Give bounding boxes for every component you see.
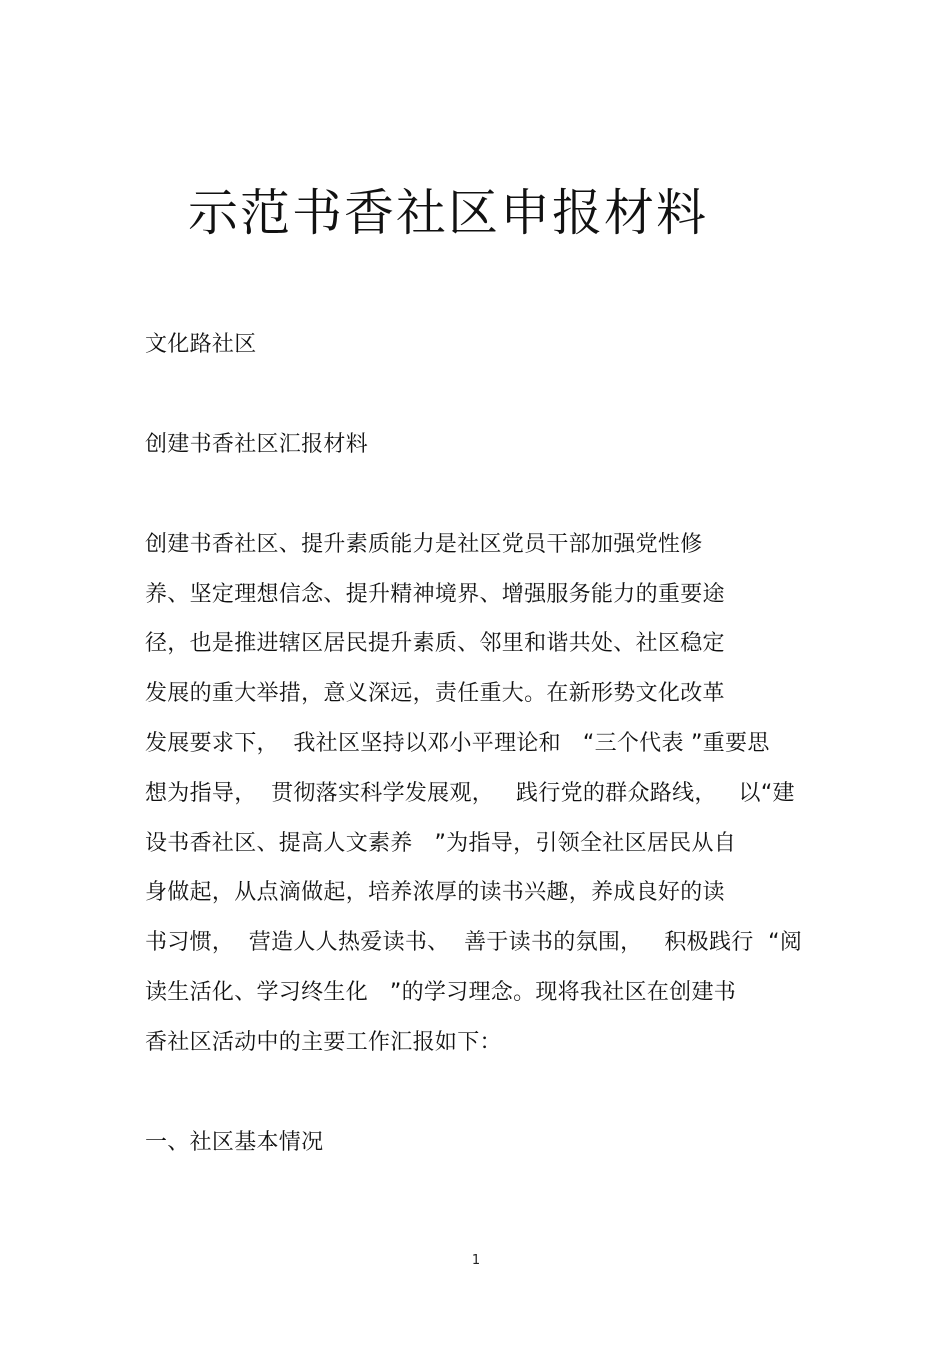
body-line: 发展的重大举措，意义深远，责任重大。在新形势文化改革: [145, 681, 725, 706]
body-line: 养、坚定理想信念、提升精神境界、增强服务能力的重要途: [145, 582, 725, 607]
body-line: 创建书香社区、提升素质能力是社区党员干部加强党性修: [145, 532, 703, 557]
page-number: 1: [471, 1253, 481, 1268]
body-line: 想为指导， 贯彻落实科学发展观， 践行党的群众路线， 以“建: [145, 781, 795, 806]
body-line: 设书香社区、提高人文素养 ”为指导，引领全社区居民从自: [145, 831, 737, 856]
report-title: 创建书香社区汇报材料: [145, 432, 369, 457]
body-line: 发展要求下， 我社区坚持以邓小平理论和 “三个代表 ”重要思: [145, 731, 770, 756]
body-line: 书习惯， 营造人人热爱读书、 善于读书的氛围， 积极践行 “阅: [145, 930, 803, 955]
body-line: 身做起，从点滴做起，培养浓厚的读书兴趣，养成良好的读: [145, 880, 725, 905]
document-title: 示范书香社区申报材料: [188, 184, 708, 242]
body-line: 径，也是推进辖区居民提升素质、邻里和谐共处、社区稳定: [145, 631, 725, 656]
body-line: 香社区活动中的主要工作汇报如下：: [145, 1030, 502, 1055]
community-name: 文化路社区: [145, 332, 257, 357]
section-heading: 一、社区基本情况: [145, 1130, 324, 1155]
body-line: 读生活化、学习终生化 ”的学习理念。现将我社区在创建书: [145, 980, 737, 1005]
